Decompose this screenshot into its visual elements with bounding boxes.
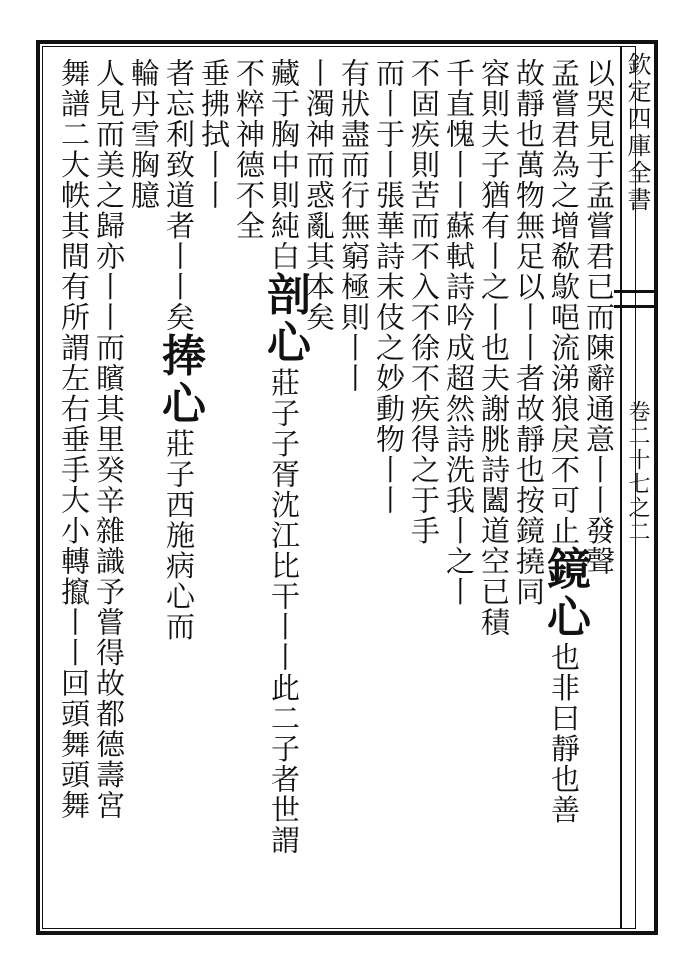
text-column: 而丨于丨張華詩末伎之妙動物丨丨 (372, 58, 406, 516)
juan-label: 卷二十七之二 (625, 400, 650, 544)
text-column: 不粹神德不全 (232, 58, 266, 241)
headword: 鏡心 (539, 546, 590, 642)
headword: 剖心 (259, 271, 310, 368)
text-column: 千直愧丨丨蘇軾詩吟成超然詩洗我丨之丨 (442, 58, 476, 607)
text-column: 故靜也萬物無足以丨丨者故靜也按鏡撓同 (512, 58, 546, 607)
fishtail-mark (614, 290, 654, 308)
text-column: 輪丹雪胸臆 (127, 58, 161, 211)
text-column: 容則夫子猶有丨之丨也夫謝朓詩闔道空已積 (477, 58, 511, 638)
text-column: 以哭見于孟嘗君已而陳辭通意丨丨發聲 (582, 58, 616, 577)
text-column: 人見而美之歸亦丨丨而矉其里癸辛雜識予嘗得故都德壽宮 (92, 58, 126, 821)
text-column: 藏于胸中則純白剖心莊子子胥沈江比干丨丨此二子者世謂 (259, 58, 310, 856)
text-column: 者忘利致道者丨丨矣捧心莊子西施病心而 (154, 58, 205, 642)
text-column: 不固疾則苦而不入不徐不疾得之于手 (407, 58, 441, 546)
text-column: 有狀盡而行無窮極則丨丨 (337, 58, 371, 394)
text-column: 丨濁神而惑亂其本矣 (302, 58, 336, 333)
book-title: 欽定四庫全書 (623, 52, 651, 214)
text-column: 舞譜二大帙其間有所謂左右垂手大小轉攛丨丨回頭舞頭舞 (57, 58, 91, 821)
text-column: 垂拂拭丨丨 (197, 58, 231, 211)
text-column: 孟嘗君為之增欷歍唈流涕狼戾不可止鏡心也非曰靜也善 (539, 58, 590, 825)
headword: 捧心 (154, 332, 205, 429)
